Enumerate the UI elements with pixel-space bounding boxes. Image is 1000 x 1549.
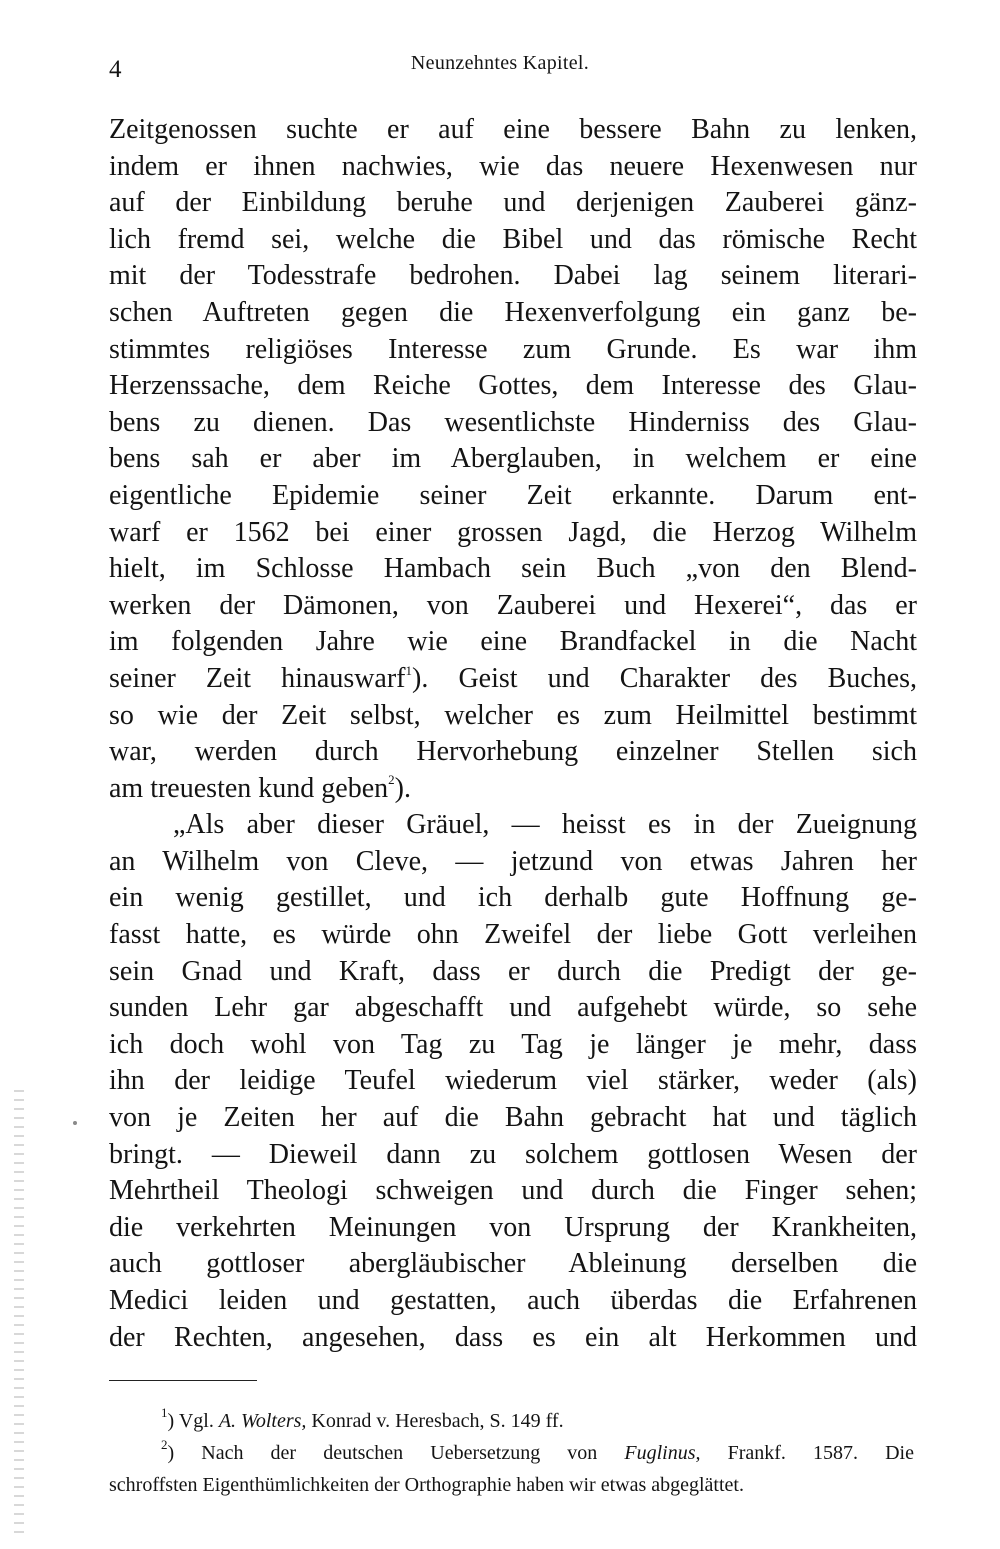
footnote-marker: 1 xyxy=(161,1405,168,1421)
text-line: ein wenig gestillet, und ich derhalb gute Hoffnung ge- xyxy=(109,882,917,914)
text-line: an Wilhelm von Cleve, — jetzund von etwas Jahren her xyxy=(109,845,917,877)
text-line: ich doch wohl von Tag zu Tag je länger je mehr, dass xyxy=(109,1028,917,1060)
footnote-marker: 2 xyxy=(161,1437,168,1453)
footnote-ref-1: 1 xyxy=(405,662,413,678)
footnote-text: Vgl. xyxy=(178,1410,214,1432)
text-line: im folgenden Jahre wie eine Brandfackel in die Nacht xyxy=(109,626,917,658)
text-line: ihn der leidige Teufel wiederum viel stärker, weder (als) xyxy=(109,1065,917,1097)
text-line: eigentliche Epidemie seiner Zeit erkannte. Darum ent- xyxy=(109,479,917,511)
text-line: warf er 1562 bei einer grossen Jagd, die Herzog Wilhelm xyxy=(109,516,917,548)
text-line-with-footnote-ref xyxy=(109,661,917,698)
text-line: schen Auftreten gegen die Hexenverfolgung ein ganz be- xyxy=(109,296,917,328)
text-line: sunden Lehr gar abgeschafft und aufgehebt würde, so sehe xyxy=(109,992,917,1024)
text-line: war, werden durch Hervorhebung einzelner Stellen sich xyxy=(109,736,917,768)
text-segment: ). xyxy=(394,772,411,804)
text-line: der Rechten, angesehen, dass es ein alt Herkommen und xyxy=(109,1321,917,1353)
footnote-author: Fuglinus, xyxy=(624,1442,701,1464)
text-line: stimmtes religiöses Interesse zum Grunde. Es war ihm xyxy=(109,333,917,365)
footnote-2-continuation: schroffsten Eigenthümlichkeiten der Orthographie haben wir etwas abgeglättet. xyxy=(109,1474,744,1496)
text-line: Zeitgenossen suchte er auf eine bessere Bahn zu lenken, xyxy=(109,114,917,145)
text-segment: ). xyxy=(412,662,429,694)
page-number: 4 xyxy=(109,56,122,83)
scan-speck xyxy=(73,1121,77,1125)
footnote-text: Nach der deutschen Uebersetzung von xyxy=(201,1442,598,1464)
text-line: lich fremd sei, welche die Bibel und das römische Recht xyxy=(109,223,917,255)
text-line: werken der Dämonen, von Zauberei und Hexerei“, das er xyxy=(109,589,917,621)
text-segment: am treuesten kund geben xyxy=(109,772,389,804)
text-line: Herzenssache, dem Reiche Gottes, dem Interesse des Glau- xyxy=(109,370,917,402)
main-text-block xyxy=(109,112,917,1356)
text-line: von je Zeiten her auf die Bahn gebracht hat und täglich xyxy=(109,1102,917,1134)
footnote-author: A. Wolters, xyxy=(218,1410,307,1432)
footnotes xyxy=(109,1405,914,1501)
text-line-with-footnote-ref xyxy=(109,771,917,808)
text-segment: Geist und Charakter des Buches, xyxy=(458,662,918,694)
text-segment: seiner Zeit hinauswarf xyxy=(109,662,406,694)
text-line: auf der Einbildung beruhe und derjenigen Zauberei gänz- xyxy=(109,187,917,219)
footnote-ref-2: 2 xyxy=(388,772,395,788)
running-head: Neunzehntes Kapitel. xyxy=(410,52,590,74)
footnote-text: Konrad v. Heresbach, S. 149 ff. xyxy=(311,1410,564,1432)
text-line: sein Gnad und Kraft, dass er durch die Predigt der ge- xyxy=(109,955,917,987)
text-line: Medici leiden und gestatten, auch überdas die Erfahrenen xyxy=(109,1285,917,1316)
text-line: hielt, im Schlosse Hambach sein Buch „von den Blend- xyxy=(109,553,917,585)
text-line: indem er ihnen nachwies, wie das neuere Hexenwesen nur xyxy=(109,150,917,182)
text-line: auch gottloser abergläubischer Ableinung derselben die xyxy=(109,1248,917,1280)
footnote-paren: ) xyxy=(167,1410,175,1432)
text-line: bens sah er aber im Aberglauben, in welchem er eine xyxy=(109,443,917,475)
text-line: bringt. — Dieweil dann zu solchem gottlosen Wesen der xyxy=(109,1138,917,1170)
text-line: bens zu dienen. Das wesentlichste Hinderniss des Glau- xyxy=(109,406,917,438)
footnote-text: Frankf. 1587. Die xyxy=(727,1442,914,1464)
footnote-paren: ) xyxy=(167,1442,175,1464)
footnote-2 xyxy=(109,1437,914,1469)
text-line: fasst hatte, es würde ohn Zweifel der liebe Gott verleihen xyxy=(109,919,917,951)
text-line: so wie der Zeit selbst, welcher es zum Heilmittel bestimmt xyxy=(109,699,917,731)
footnote-divider xyxy=(109,1380,257,1381)
footnote-1 xyxy=(109,1405,914,1437)
text-line: Mehrtheil Theologi schweigen und durch die Finger sehen; xyxy=(109,1175,917,1207)
text-line: die verkehrten Meinungen von Ursprung der Krankheiten, xyxy=(109,1211,917,1243)
scan-margin-marks xyxy=(14,1090,24,1540)
text-line: mit der Todesstrafe bedrohen. Dabei lag seinem literari- xyxy=(109,260,917,292)
text-line: „Als aber dieser Gräuel, — heisst es in der Zueignung xyxy=(173,809,917,841)
